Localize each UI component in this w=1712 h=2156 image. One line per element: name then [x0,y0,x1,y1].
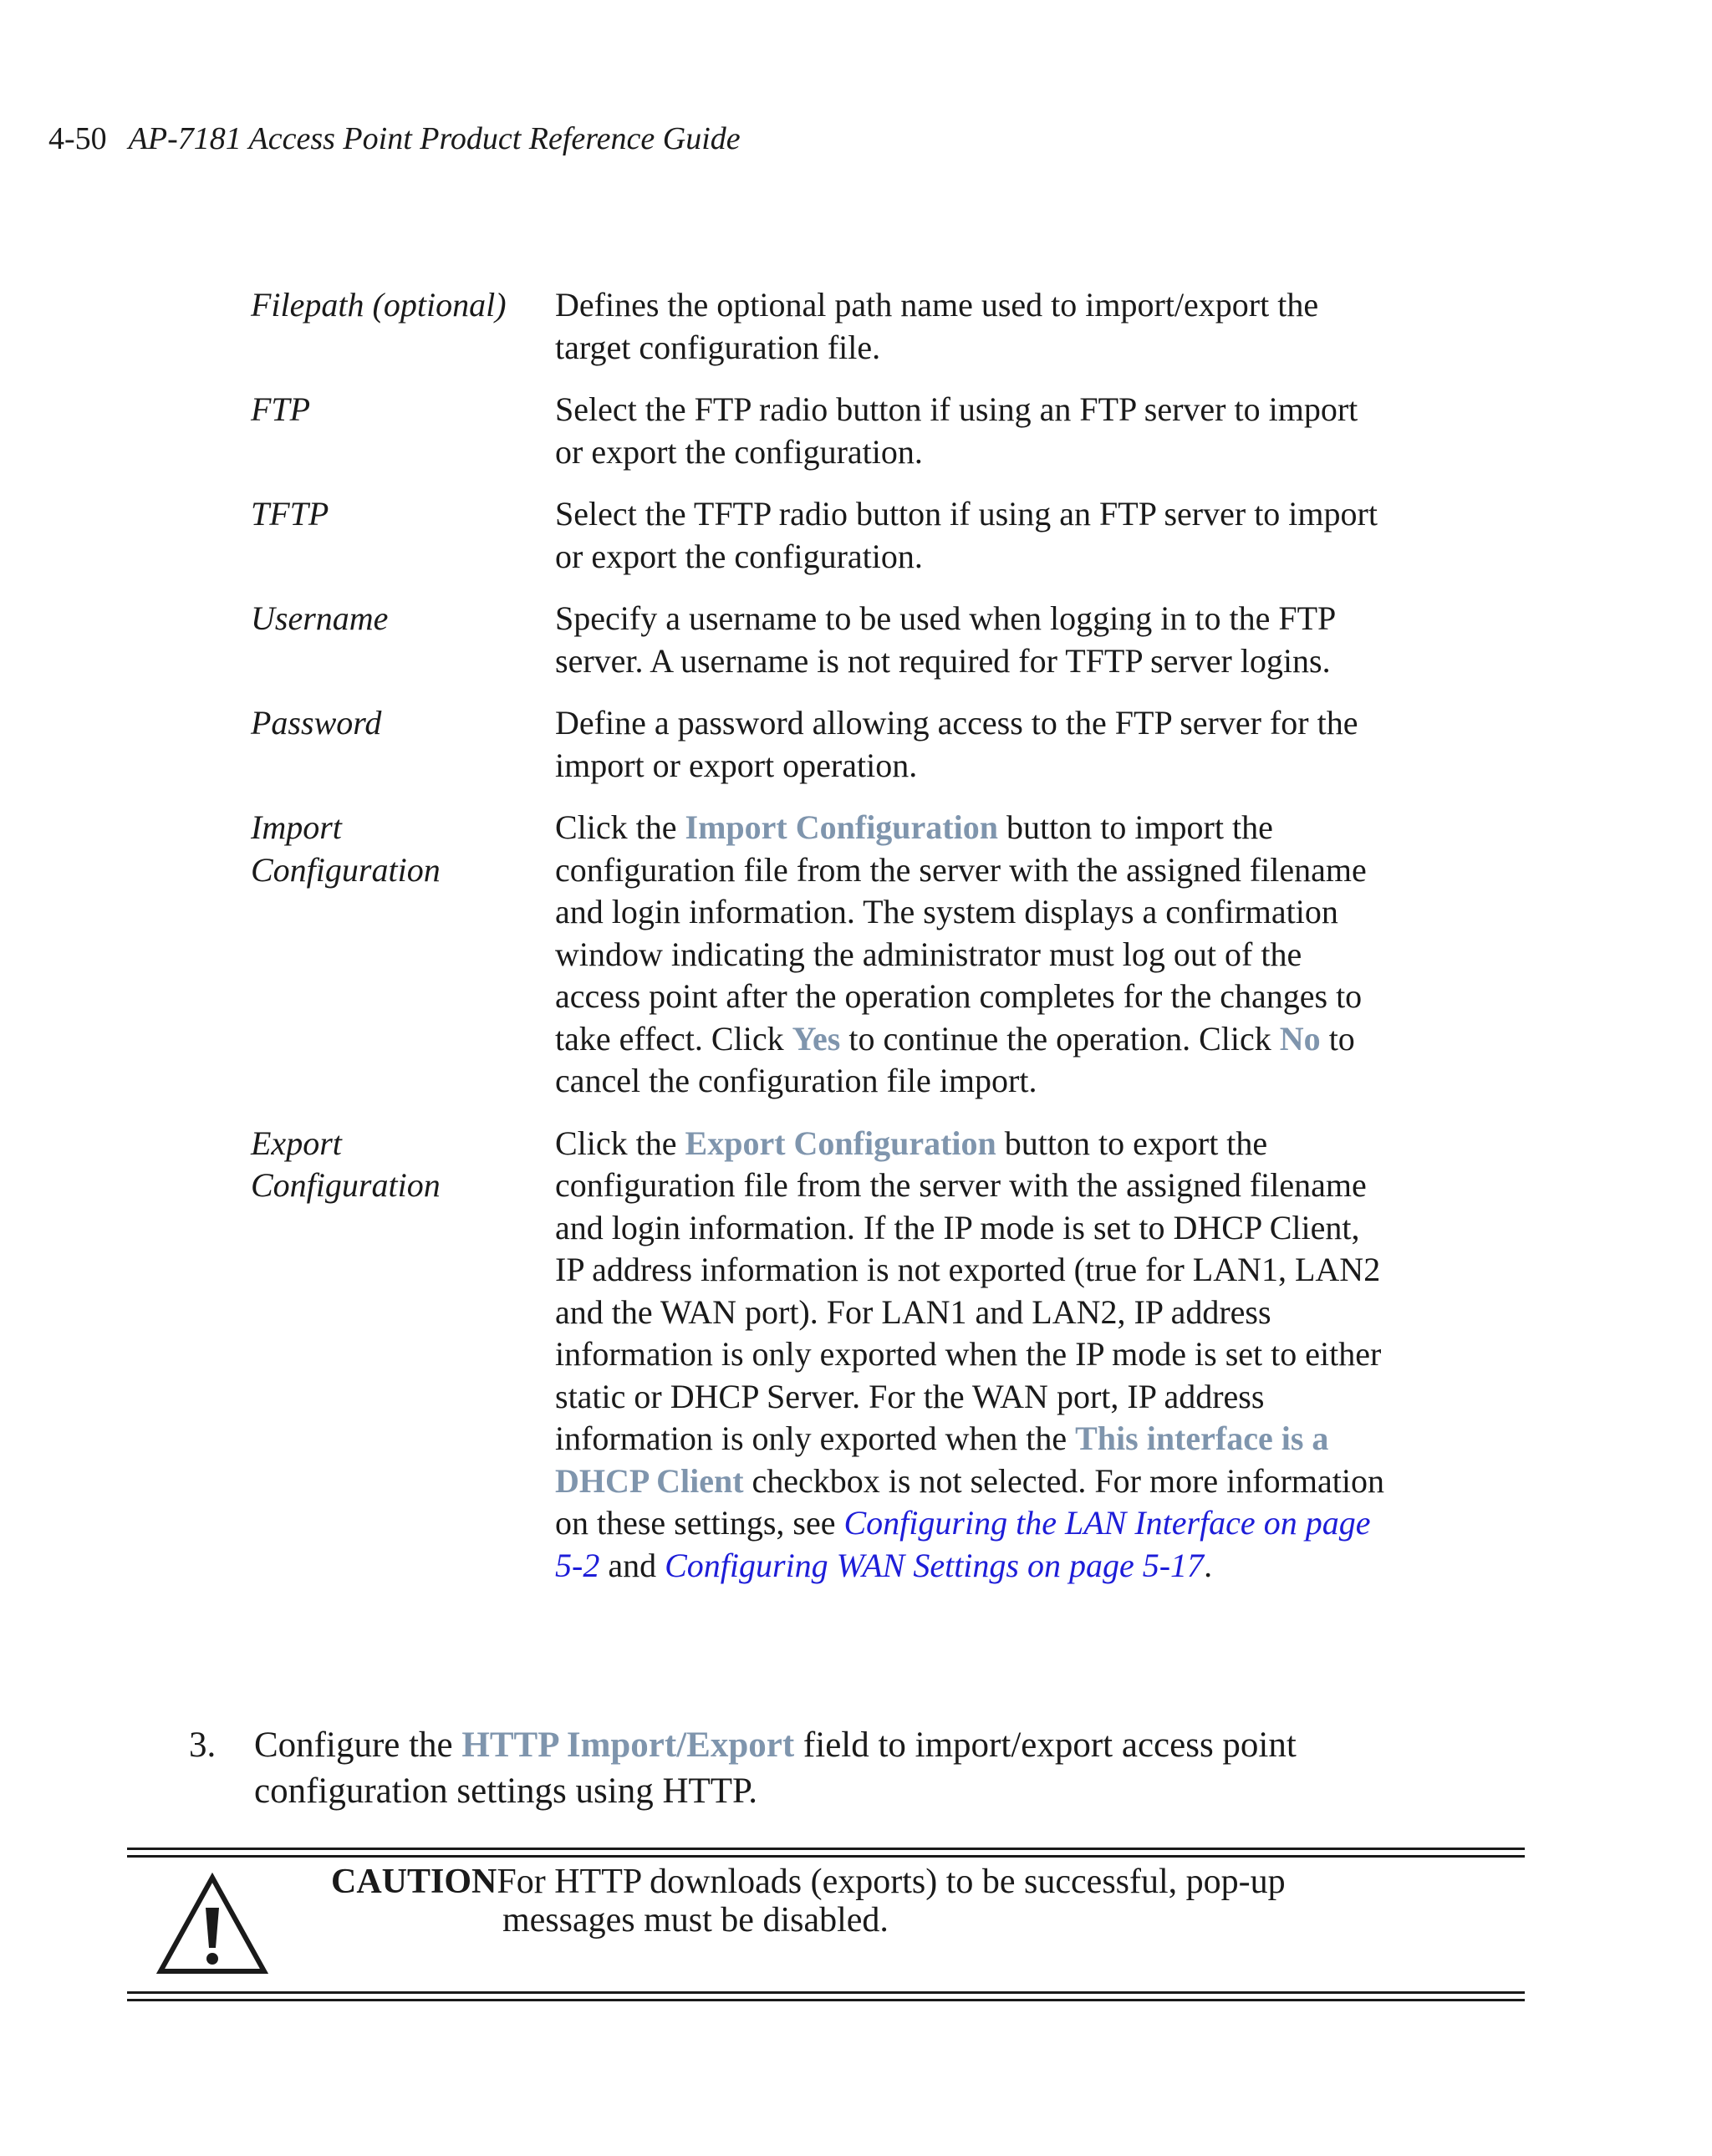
caution-rule-top-inner [127,1855,1525,1858]
definition-row [251,493,1421,578]
desc-text: and [599,1546,665,1584]
definition-description [555,1123,1391,1588]
cross-reference-link-wan[interactable]: Configuring WAN Settings on page 5-17 [665,1546,1205,1584]
definition-term: Username [251,599,389,637]
definition-term: Password [251,704,382,742]
warning-triangle-icon [155,1873,269,1976]
desc-text: button to import the configuration file from the server with the assigned filename and login information. The system displays a confirmation window indicating the administrator must log out of the access point after the operation completes for the changes to take effect. Click [555,808,1367,1058]
step-text-part: Configure the [254,1725,462,1765]
ui-reference-import-configuration: Import Configuration [685,808,998,846]
definition-row [251,389,1421,473]
caution-rule-top [127,1848,1525,1850]
caution-message: For HTTP downloads (exports) to be successful, pop-up [497,1863,1286,1901]
ui-reference-dhcp-client-checkbox: This interface is a DHCP Client [555,1419,1329,1500]
ui-reference-yes: Yes [792,1019,841,1058]
definition-row [251,702,1421,787]
definition-row [251,1123,1421,1588]
definition-row [251,284,1421,369]
desc-text: Click the [555,1124,685,1162]
ui-reference-export-configuration: Export Configuration [685,1124,996,1162]
caution-rule-bottom [127,1999,1525,2001]
caution-message-continued: messages must be disabled. [502,1901,889,1939]
term-line: Export [251,1124,342,1162]
definition-term: Filepath (optional) [251,286,507,324]
caution-label: CAUTION [331,1863,497,1901]
definition-table [251,284,1421,1607]
definition-row [251,598,1421,682]
definition-term [251,1123,555,1588]
caution-box [127,1848,1525,2001]
definition-description: Defines the optional path name used to import/export the target configuration file. [555,286,1319,366]
step-text [254,1722,1424,1814]
definition-term [251,807,555,1103]
definition-description: Select the FTP radio button if using an FTP server to import or export the configuration. [555,390,1358,471]
term-line: Configuration [251,1166,441,1204]
desc-text: button to export the configuration file from the server with the assigned filename and login information. If the IP mode is set to DHCP Client, IP address information is not exported (true for LAN1, LAN2 and the WAN port). For LAN1 and LAN2, IP address information is only exported when the IP mode is set to either static or DHCP Server. For the WAN port, IP address information is only exported when the [555,1124,1382,1457]
desc-text: checkbox is not selected. For more information on these settings, see [555,1461,1385,1542]
term-line: Configuration [251,850,441,889]
definition-term: FTP [251,390,311,428]
guide-title: AP-7181 Access Point Product Reference Guide [128,121,741,156]
ui-reference-http-import-export: HTTP Import/Export [461,1725,795,1765]
definition-description: Specify a username to be used when logging in to the FTP server. A username is not required for TFTP server logins. [555,599,1335,680]
step-number: 3. [189,1725,217,1765]
definition-description [555,807,1391,1103]
procedure-step [189,1722,1443,1814]
desc-text: to cancel the configuration file import. [555,1019,1355,1099]
definition-row [251,807,1421,1103]
term-line: Import [251,808,342,846]
page-number: 4-50 [48,121,107,156]
caution-rule-bottom-inner [127,1991,1525,1994]
page-header [48,115,741,162]
ui-reference-no: No [1279,1019,1321,1058]
step-text-part: field to import/export access point configuration settings using HTTP. [254,1725,1297,1811]
definition-description: Define a password allowing access to the FTP server for the import or export operation. [555,704,1358,784]
desc-text: to continue the operation. Click [840,1019,1280,1058]
definition-term: TFTP [251,495,329,533]
cross-reference-link-lan[interactable]: Configuring the LAN Interface on page 5-2 [555,1504,1371,1584]
desc-text: . [1204,1546,1213,1584]
caution-text [331,1863,1468,1939]
definition-description: Select the TFTP radio button if using an FTP server to import or export the configuration. [555,495,1378,575]
caution-line [331,1863,1468,1901]
desc-text: Click the [555,808,685,846]
